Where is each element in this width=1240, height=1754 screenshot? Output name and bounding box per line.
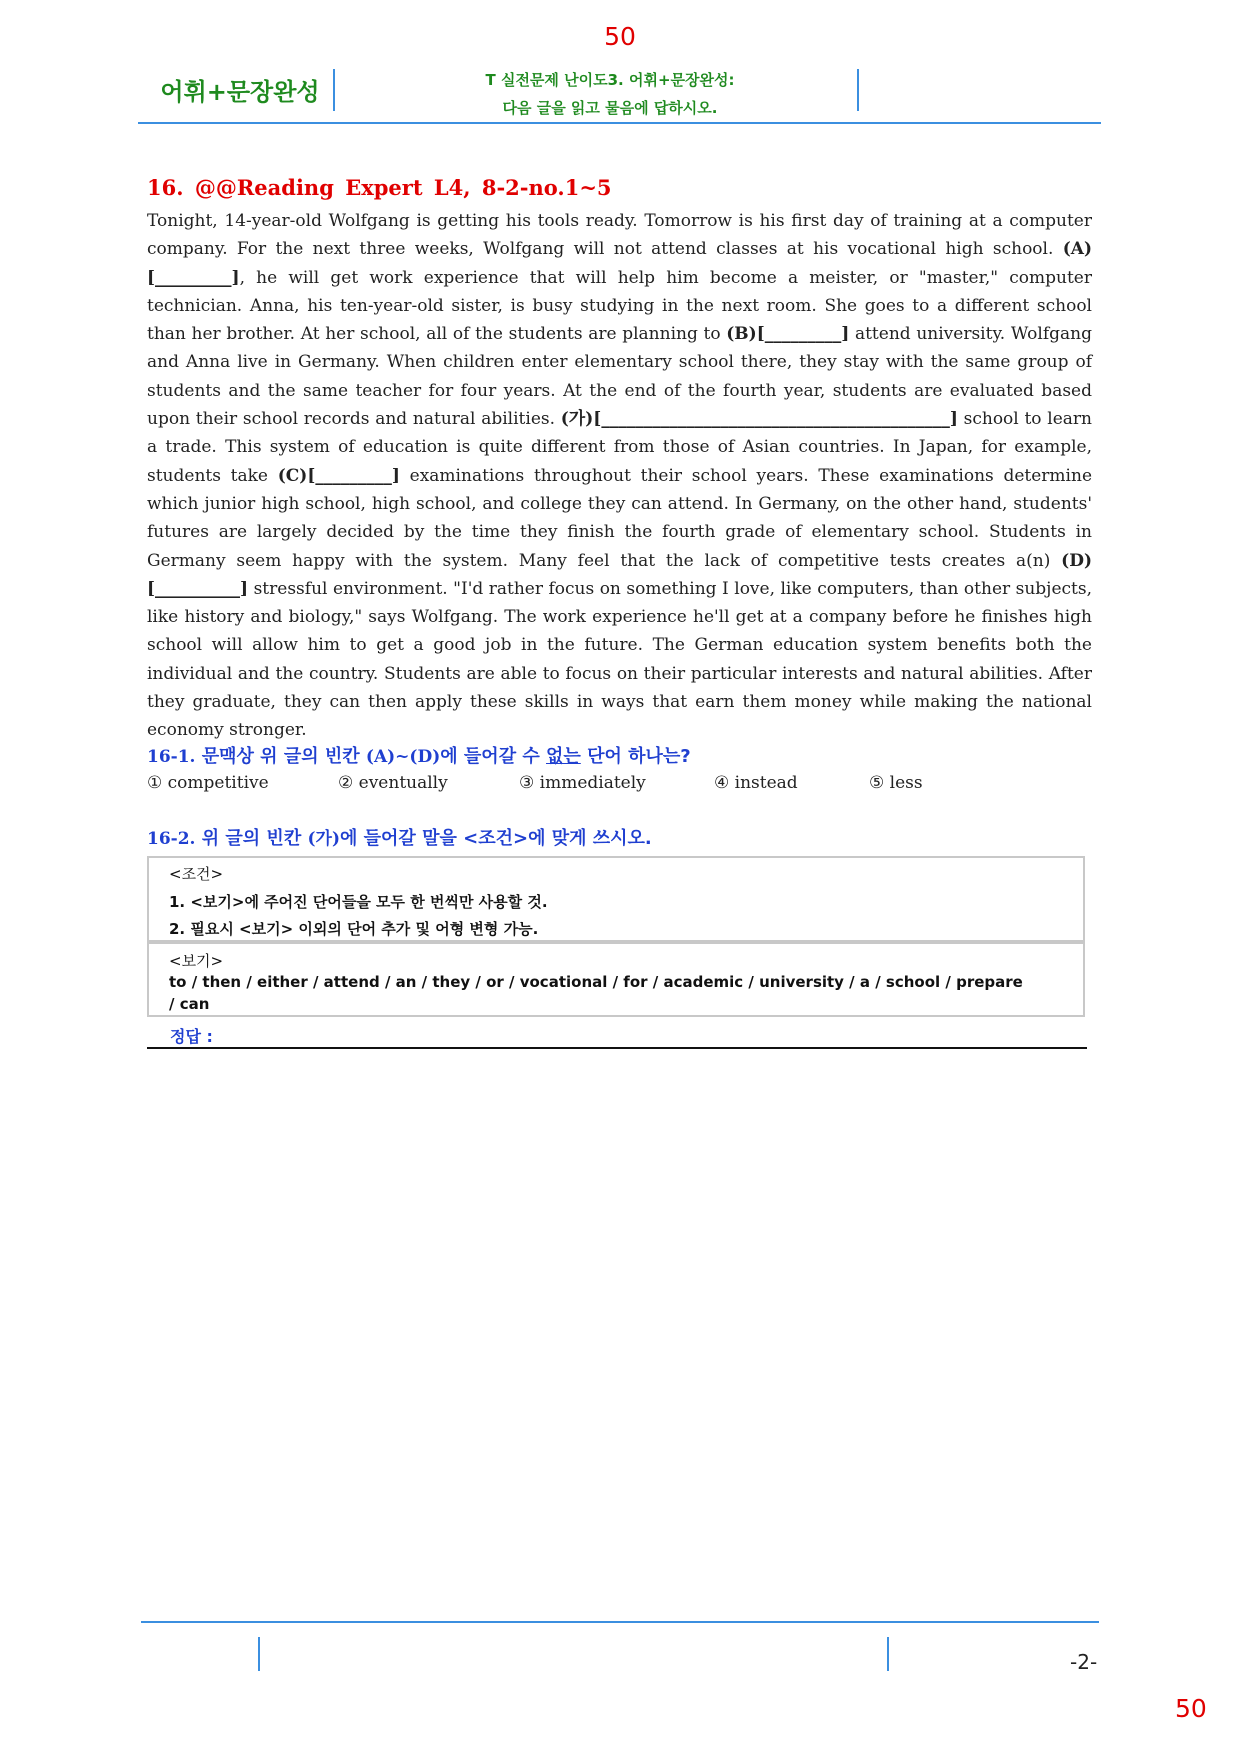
word-bank-box — [147, 942, 1085, 1017]
header-rule — [138, 122, 1101, 124]
sub-question-2-text-c: 에 들어갈 말을 <조건>에 맞게 쓰시오. — [340, 828, 652, 849]
blank-c: (C)[_________] — [277, 465, 400, 486]
sub-question-1-text-a: 문맥상 위 글의 빈칸 — [195, 746, 366, 767]
sub-question-1-text-d: 단어 하나는? — [580, 746, 691, 767]
header-desc-line1: T 실전문제 난이도3. 어휘+문장완성: — [485, 71, 735, 89]
footer-page-fragment: -2- — [1070, 1650, 1098, 1674]
word-bank-title: <보기> — [169, 952, 224, 970]
page-number-bottom: 50 — [1175, 1694, 1207, 1723]
question-title: 16. @@Reading Expert L4, 8-2-no.1~5 — [147, 175, 612, 200]
sub-question-1-underlined: 없는 — [546, 746, 581, 767]
sub-question-1-text-c: 에 들어갈 수 — [440, 746, 547, 767]
header-description — [420, 66, 800, 122]
passage-text-1: Tonight, 14-year-old Wolfgang is getting his tools ready. Tomorrow is his first day of training at a computer company. For the next three weeks, Wolfgang will not attend classes at his vocational high school. — [147, 211, 1092, 260]
option-4[interactable]: ④ instead — [714, 773, 798, 793]
passage-text-3: attend university. Wolfgang and Anna live in Germany. When children enter elementary school there, they stay with the same group of students and the same teacher for four years. At the end of the fourth year, students are evaluated based upon their school records and natural abilities. — [147, 324, 1092, 430]
answer-label: 정답 : — [170, 1027, 213, 1046]
header-desc-line2: 다음 글을 읽고 물음에 답하시오. — [502, 99, 718, 117]
header-divider-left — [333, 69, 335, 111]
condition-1: 1. <보기>에 주어진 단어들을 모두 한 번씩만 사용할 것. — [169, 893, 548, 911]
page-number-top: 50 — [604, 22, 636, 51]
option-3[interactable]: ③ immediately — [519, 773, 646, 793]
passage-text-4: school to learn a trade. This system of education is quite different from those of Asian countries. In Japan, for example, students take — [147, 409, 1092, 486]
sub-question-2-blank-label: (가) — [307, 829, 340, 849]
word-bank-line-1: to / then / either / attend / an / they / or / vocational / for / academic / university / a / school / prepare — [169, 973, 1023, 991]
option-1[interactable]: ① competitive — [147, 773, 269, 793]
sub-question-2-number: 16-2. — [147, 829, 196, 849]
header-divider-right — [857, 69, 859, 111]
sub-question-2-text-a: 위 글의 빈칸 — [195, 828, 308, 849]
passage-text-6: stressful environment. "I'd rather focus on something I love, like computers, than other subjects, like history and biology," says Wolfgang. The work experience he'll get at a company before he finishes high school will allow him to get a good job in the future. The German education system benefits both the individual and the country. Students are able to focus on their particular interests and natural abilities. After they graduate, they can then apply these skills in ways that earn them money while making the national economy stronger. — [147, 578, 1092, 741]
passage-text-2: , he will get work experience that will help him become a meister, or "master," computer technician. Anna, his ten-year-old sister, is busy studying in the next room. She goes to a different school than her brother. At her school, all of the students are planning to — [147, 267, 1092, 345]
word-bank-line-2: / can — [169, 995, 210, 1013]
condition-2: 2. 필요시 <보기> 이외의 단어 추가 및 어형 변형 가능. — [169, 920, 539, 938]
conditions-box — [147, 856, 1085, 942]
option-2[interactable]: ② eventually — [338, 773, 448, 793]
blank-ga: (가)[_________________________________________] — [560, 409, 958, 430]
blank-a: (A)[_________] — [147, 239, 1092, 288]
header-title: 어휘+문장완성 — [160, 78, 320, 106]
conditions-title: <조건> — [169, 865, 224, 883]
footer-rule — [141, 1621, 1099, 1623]
sub-question-1-number: 16-1. — [147, 747, 196, 767]
reading-passage — [147, 207, 1092, 745]
sub-question-1-range: (A)~(D) — [365, 747, 441, 767]
footer-divider-left — [258, 1637, 260, 1671]
passage-text-5: examinations throughout their school years. These examinations determine which junior high school, high school, and college they can attend. In Germany, on the other hand, students' futures are largely decided by the time they finish the fourth grade of elementary school. Students in Germany seem happy with the system. Many feel that the lack of competitive tests creates a(n) — [147, 465, 1093, 571]
blank-d: (D)[__________] — [147, 550, 1092, 599]
footer-page-clip — [1070, 1640, 1099, 1680]
blank-b: (B)[_________] — [726, 324, 850, 345]
answer-line[interactable] — [147, 1047, 1087, 1049]
sub-question-2 — [147, 824, 652, 850]
footer-divider-right — [887, 1637, 889, 1671]
option-5[interactable]: ⑤ less — [869, 773, 923, 793]
sub-question-1 — [147, 742, 691, 768]
